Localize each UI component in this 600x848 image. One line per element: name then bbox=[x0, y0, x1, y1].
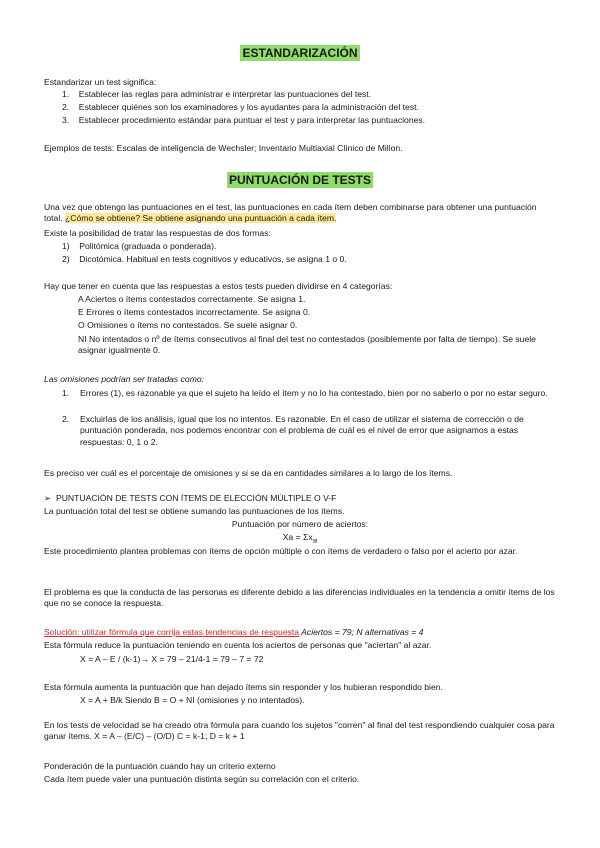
category-a: A Aciertos o ítems contestados correctamente. Se asigna 1. bbox=[78, 294, 306, 304]
arrow-bullet-icon: ➢ bbox=[44, 493, 52, 503]
paragraph-4: Es preciso ver cuál es el porcentaje de omisiones y si se da en cantidades similares a lo largo de los ítems. bbox=[44, 468, 453, 478]
solution-values: Aciertos = 79; N alternativas = 4 bbox=[299, 627, 424, 637]
center-heading: Puntuación por número de aciertos: bbox=[231, 519, 369, 529]
intro-text: Estandarizar un test significa: bbox=[44, 77, 157, 87]
examples-text: Ejemplos de tests: Escalas de inteligencia de Wechsler; Inventario Multiaxial Clínico de Millon. bbox=[44, 143, 403, 153]
paragraph-3: Hay que tener en cuenta que las respuestas a estos tests pueden dividirse en 4 categorías: bbox=[44, 281, 393, 291]
std-list-item-3: 3. Establecer procedimiento estándar para puntuar el test y para interpretar las puntuaciones. bbox=[62, 115, 426, 125]
formula-main: $Xa = \Sigma x_{ai}$ bbox=[282, 532, 318, 545]
paragraph-8: Esta fórmula reduce la puntuación teniendo en cuenta los aciertos de personas que "aciertan" al azar. bbox=[44, 640, 432, 650]
category-e: E Errores o ítems contestados incorrectamente. Se asigna 0. bbox=[78, 307, 311, 317]
omision-item-1: 1. Errores (1), es razonable ya que el sujeto ha leído el ítem y no lo ha contestado, bien por no saberlo o por no estar seguro. bbox=[62, 388, 548, 398]
form-item-1: 1) Politómica (graduada o ponderada). bbox=[62, 241, 217, 251]
paragraph-11: Ponderación de la puntuación cuando hay un criterio externo bbox=[44, 761, 276, 771]
paragraph-5: La puntuación total del test se obtiene sumando las puntuaciones de los ítems. bbox=[44, 506, 345, 516]
category-o: O Omisiones o ítems no contestados. Se suele asignar 0. bbox=[78, 320, 298, 330]
paragraph-1: Una vez que obtengo las puntuaciones en el test, las puntuaciones en cada ítem deben combinarse para obtener una puntuación total. ¿Cómo se obtiene? Se obtiene asignando una puntuación a cada ítem. bbox=[44, 202, 537, 224]
paragraph-10: En los tests de velocidad se ha creado otra fórmula para cuando los sujetos "corren" al final del test respondiendo cualquier cosa para ganar ítems. X = A – (E/C) – (O/D) C = k-1; D = k + 1 bbox=[44, 720, 555, 742]
omision-item-2: 2. Excluirlas de los análisis, igual que los no intentos. Es razonable. En el caso de utilizar el sistema de corrección o de puntuación ponderada, nos podemos encontrar con el problema de cuál es el nivel de error que asignamos a estas respuestas: 0, 1 o 2. bbox=[62, 414, 524, 447]
category-ni: NI No intentados o nº de ítems consecutivos al final del test no contestados (posiblemente por falta de tiempo). Se suele asignar igualmente 0. bbox=[78, 334, 536, 356]
formula-2: X = A + B/k Siendo B = O + NI (omisiones y no intentados). bbox=[80, 695, 305, 705]
bullet-heading: ➢ PUNTUACIÓN DE TESTS CON ÍTEMS DE ELECCIÓN MÚLTIPLE O V-F bbox=[44, 493, 337, 503]
std-list-item-1: 1. Establecer las reglas para administrar e interpretar las puntuaciones del test. bbox=[62, 89, 372, 99]
paragraph-6: Este procedimiento plantea problemas con ítems de opción múltiple o con ítems de verdadero o falso por el acierto por azar. bbox=[44, 546, 518, 556]
form-item-2: 2) Dicotómica. Habitual en tests cognitivos y educativos, se asigna 1 o 0. bbox=[62, 254, 347, 264]
omisiones-title: Las omisiones podrían ser tratadas como: bbox=[44, 374, 205, 384]
paragraph-12: Cada ítem puede valer una puntuación distinta según su correlación con el criterio. bbox=[44, 774, 360, 784]
formula-1: X = A – E / (k-1)→ X = 79 – 21/4-1 = 79 – 7 = 72 bbox=[80, 654, 264, 664]
paragraph-7: El problema es que la conducta de las personas es diferente debido a las diferencias individuales en la tendencia a omitir ítems de los que no se conoce la respuesta. bbox=[44, 587, 555, 609]
paragraph-9: Esta fórmula aumenta la puntuación que han dejado ítems sin responder y los hubieran respondido bien. bbox=[44, 682, 443, 692]
std-list-item-2: 2. Establecer quiénes son los examinadores y los ayudantes para la administración del test. bbox=[62, 102, 419, 112]
title-puntuacion: PUNTUACIÓN DE TESTS bbox=[228, 173, 371, 187]
highlight-text: ¿Cómo se obtiene? Se obtiene asignando una puntuación a cada ítem. bbox=[65, 213, 337, 224]
solution-text: Solución: utilizar fórmula que corrija estas tendencias de respuesta bbox=[44, 627, 300, 637]
paragraph-2: Existe la posibilidad de tratar las respuestas de dos formas: bbox=[44, 228, 271, 238]
title-estandarizacion: ESTANDARIZACIÓN bbox=[242, 46, 358, 60]
solution-line bbox=[44, 627, 423, 638]
